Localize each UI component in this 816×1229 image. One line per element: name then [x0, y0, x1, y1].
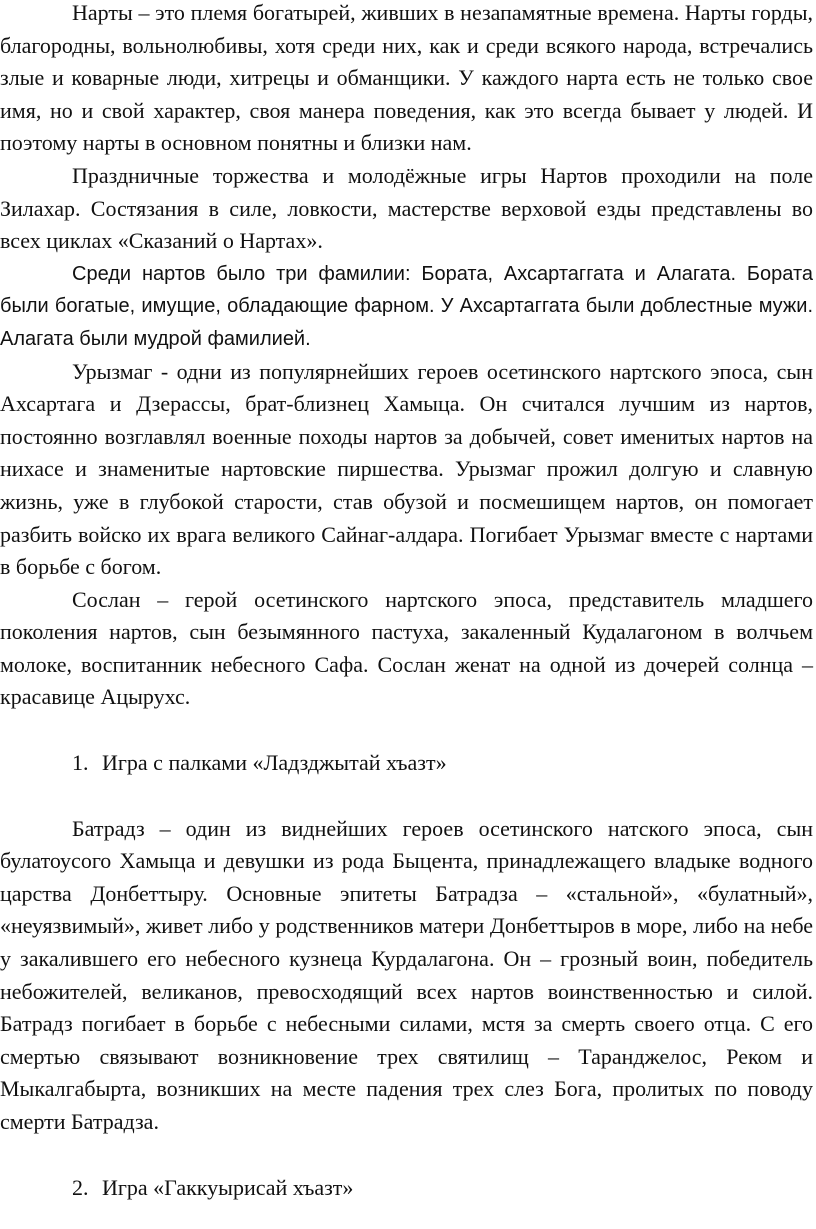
paragraph-festivities: Праздничные торжества и молодёжные игры Нартов проходили на поле Зилахар. Состязания в силе, ловкости, мастерстве верховой езды представлены во всех циклах «Сказаний о Нартах».	[0, 162, 813, 254]
section-heading-1	[0, 747, 813, 780]
paragraph-uryzmag: Урызмаг - одни из популярнейших героев осетинского нартского эпоса, сын Ахсартага и Дзерассы, брат-близнец Хамыца. Он считался лучшим из нартов, постоянно возглавлял военные походы нартов за добычей, совет именитых нартов на нихасе и знаменитые нартовские пиршества. Урызмаг прожил долгую и славную жизнь, уже в глубокой старости, став обузой и посмешищем нартов, он помогает разбить войско их врага великого Сайнаг-алдара. Погибает Урызмаг вместе с нартами в борьбе с богом.	[0, 358, 813, 580]
section-heading-1-text: Игра с палками «Ладзджытай хъазт»	[102, 750, 447, 776]
section-heading-1-number: 1.	[72, 750, 89, 776]
paragraph-narts-intro: Нарты – это племя богатырей, живших в незапамятные времена. Нарты горды, благородны, вольнолюбивы, хотя среди них, как и среди всякого народа, встречались злые и коварные люди, хитрецы и обманщики. У каждого нарта есть не только свое имя, но и свой характер, своя манера поведения, как это всегда бывает у людей. И поэтому нарты в основном понятны и близки нам.	[0, 0, 813, 156]
section-heading-2-number: 2.	[72, 1174, 89, 1200]
paragraph-families: Среди нартов было три фамилии: Бората, Ахсартаггата и Алагата. Бората были богатые, имущие, обладающие фарном. У Ахсартаггата были доблестные мужи. Алагата были мудрой фамилией.	[0, 262, 813, 350]
paragraph-batradz: Батрадз – один из виднейших героев осетинского натского эпоса, сын булатоусого Хамыца и девушки из рода Быцента, принадлежащего владыке водного царства Донбеттыру. Основные эпитеты Батрадза – «стальной», «булатный», «неуязвимый», живет либо у родственников матери Донбеттыров в море, либо на небе у закалившего его небесного кузнеца Курдалагона. Он – грозный воин, победитель небожителей, великанов, превосходящий всех нартов воинственностью и силой. Батрадз погибает в борьбе с небесными силами, мстя за смерть своего отца. С его смертью связывают возникновение трех святилищ – Таранджелос, Реком и Мыкалгабырта, возникших на месте падения трех слез Бога, пролитых по поводу смерти Батрадза.	[0, 815, 813, 1134]
section-heading-2	[0, 1172, 813, 1205]
section-heading-2-text: Игра «Гаккуырисай хъазт»	[102, 1174, 354, 1200]
paragraph-soslan: Сослан – герой осетинского нартского эпоса, представитель младшего поколения нартов, сын безымянного пастуха, закаленный Кудалагоном в волчьем молоке, воспитанник небесного Сафа. Сослан женат на одной из дочерей солнца – красавице Ацырухс.	[0, 586, 813, 710]
